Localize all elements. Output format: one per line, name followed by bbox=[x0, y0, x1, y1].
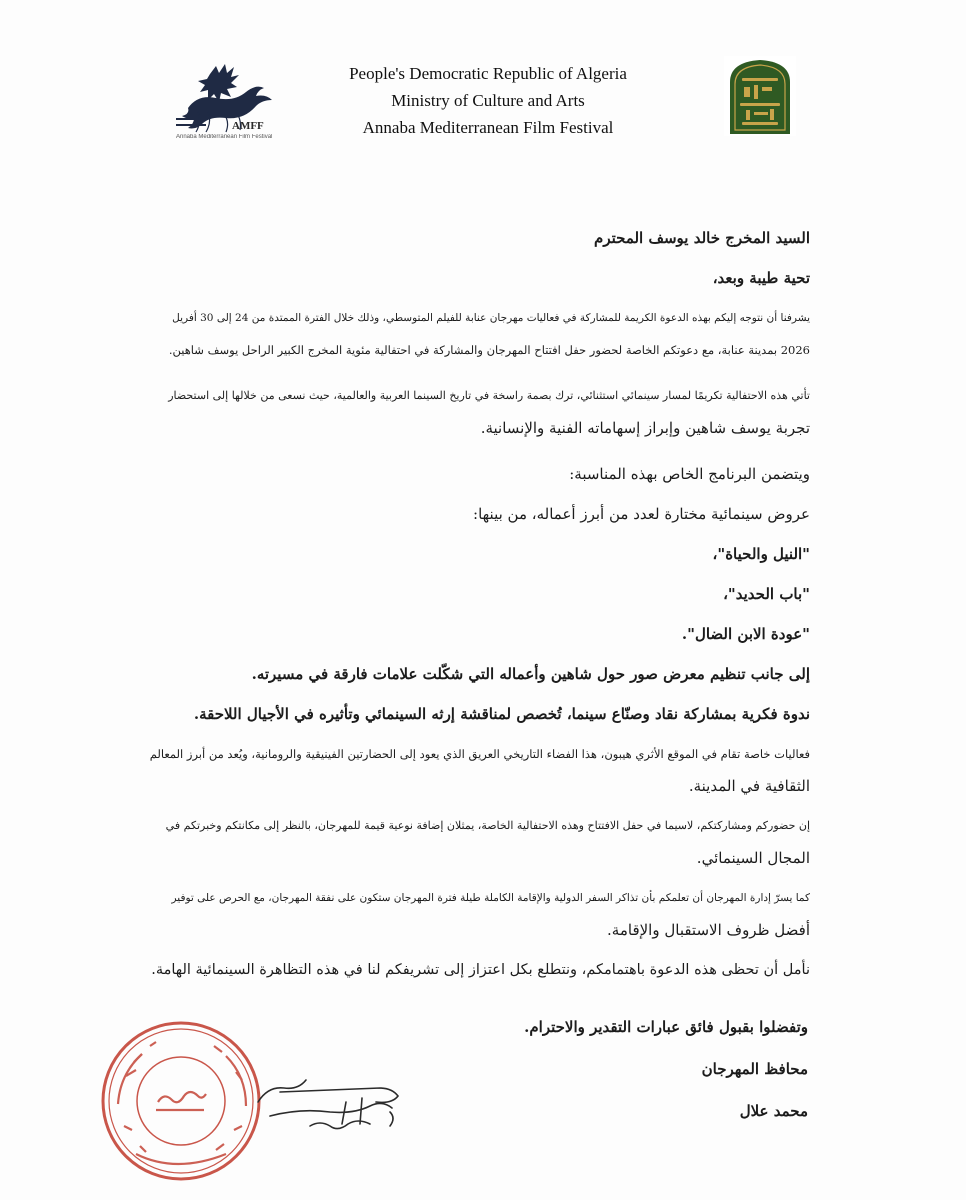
ministry-name: Ministry of Culture and Arts bbox=[391, 91, 585, 110]
paragraph-invitation-line-1: يشرفنا أن نتوجه إليكم بهذه الدعوة الكريمة للمشاركة في فعاليات مهرجان عنابة للفيلم المتوسطي، وذلك خلال الفترة الممتدة من 24 إلى 30 أفريل bbox=[172, 312, 810, 324]
travel-line-1: كما يسرّ إدارة المهرجان أن تعلمكم بأن تذاكر السفر الدولية والإقامة الكاملة طيلة فترة المهرجان ستكون على نفقة المهرجان، مع الحرص على توفير bbox=[171, 892, 810, 904]
official-stamp bbox=[96, 1016, 266, 1186]
attendance-line-2: المجال السينمائي. bbox=[696, 849, 810, 867]
travel-line-2: أفضل ظروف الاستقبال والإقامة. bbox=[607, 921, 810, 939]
closing-formula: وتفضلوا بقبول فائق عبارات التقدير والاحترام. bbox=[524, 1018, 808, 1036]
exhibition-note: إلى جانب تنظيم معرض صور حول شاهين وأعماله التي شكّلت علامات فارقة في مسيرته. bbox=[251, 665, 810, 683]
signature bbox=[250, 1062, 420, 1152]
country-name: People's Democratic Republic of Algeria bbox=[349, 64, 627, 83]
paragraph-tribute-line-1: تأتي هذه الاحتفالية تكريمًا لمسار سينمائي استثنائي، ترك بصمة راسخة في تاريخ السينما العربية والعالمية، حيث نسعى من خلالها إلى استحضار bbox=[168, 389, 810, 402]
letterhead bbox=[318, 60, 658, 141]
paragraph-tribute-line-2: تجربة يوسف شاهين وإبراز إسهاماته الفنية والإنسانية. bbox=[480, 419, 810, 437]
letter-body bbox=[148, 222, 810, 986]
signer-title: محافظ المهرجان bbox=[701, 1060, 808, 1078]
hippo-events-line-1: فعاليات خاصة تقام في الموقع الأثري هيبون، هذا الفضاء التاريخي العريق الذي يعود إلى الحضارتين الفينيقية والرومانية، ويُعد من أبرز المعالم bbox=[149, 747, 810, 761]
amff-logo bbox=[168, 62, 288, 144]
amff-logo-subtitle: Annaba Mediterranean Film Festival bbox=[176, 134, 273, 140]
closing-block bbox=[524, 1016, 808, 1142]
screenings-intro: عروض سينمائية مختارة لعدد من أبرز أعماله، من بينها: bbox=[473, 505, 810, 523]
film-title-3: "عودة الابن الضال". bbox=[681, 625, 810, 643]
festival-name: Annaba Mediterranean Film Festival bbox=[362, 118, 614, 137]
greeting: تحية طيبة وبعد، bbox=[712, 269, 810, 287]
ministry-emblem bbox=[724, 56, 796, 136]
hippo-events-line-2: الثقافية في المدينة. bbox=[688, 777, 810, 795]
hope-note: نأمل أن تحظى هذه الدعوة باهتمامكم، ونتطلع بكل اعتزاز إلى تشريفكم لنا في هذه التظاهرة السينمائية الهامة. bbox=[151, 962, 810, 978]
paragraph-invitation-line-2: 2026 بمدينة عنابة، مع دعوتكم الخاصة لحضور حفل افتتاح المهرجان والمشاركة في احتفالية مئوية المخرج الكبير الراحل يوسف شاهين. bbox=[168, 343, 810, 357]
film-title-2: "باب الحديد"، bbox=[723, 585, 810, 603]
signer-name: محمد علال bbox=[739, 1102, 808, 1120]
salutation: السيد المخرج خالد يوسف المحترم bbox=[594, 229, 810, 247]
attendance-line-1: إن حضوركم ومشاركتكم، لاسيما في حفل الافتتاح وهذه الاحتفالية الخاصة، يمثلان إضافة نوعية قيمة للمهرجان، بالنظر إلى مكانتكم وخبرتكم في bbox=[165, 819, 810, 832]
film-title-1: "النيل والحياة"، bbox=[712, 545, 810, 563]
program-intro: ويتضمن البرنامج الخاص بهذه المناسبة: bbox=[569, 465, 810, 483]
symposium-note: ندوة فكرية بمشاركة نقاد وصنّاع سينما، تُخصص لمناقشة إرثه السينمائي وتأثيره في الأجيال اللاحقة. bbox=[193, 705, 810, 723]
amff-logo-text: AMFF bbox=[232, 120, 264, 132]
